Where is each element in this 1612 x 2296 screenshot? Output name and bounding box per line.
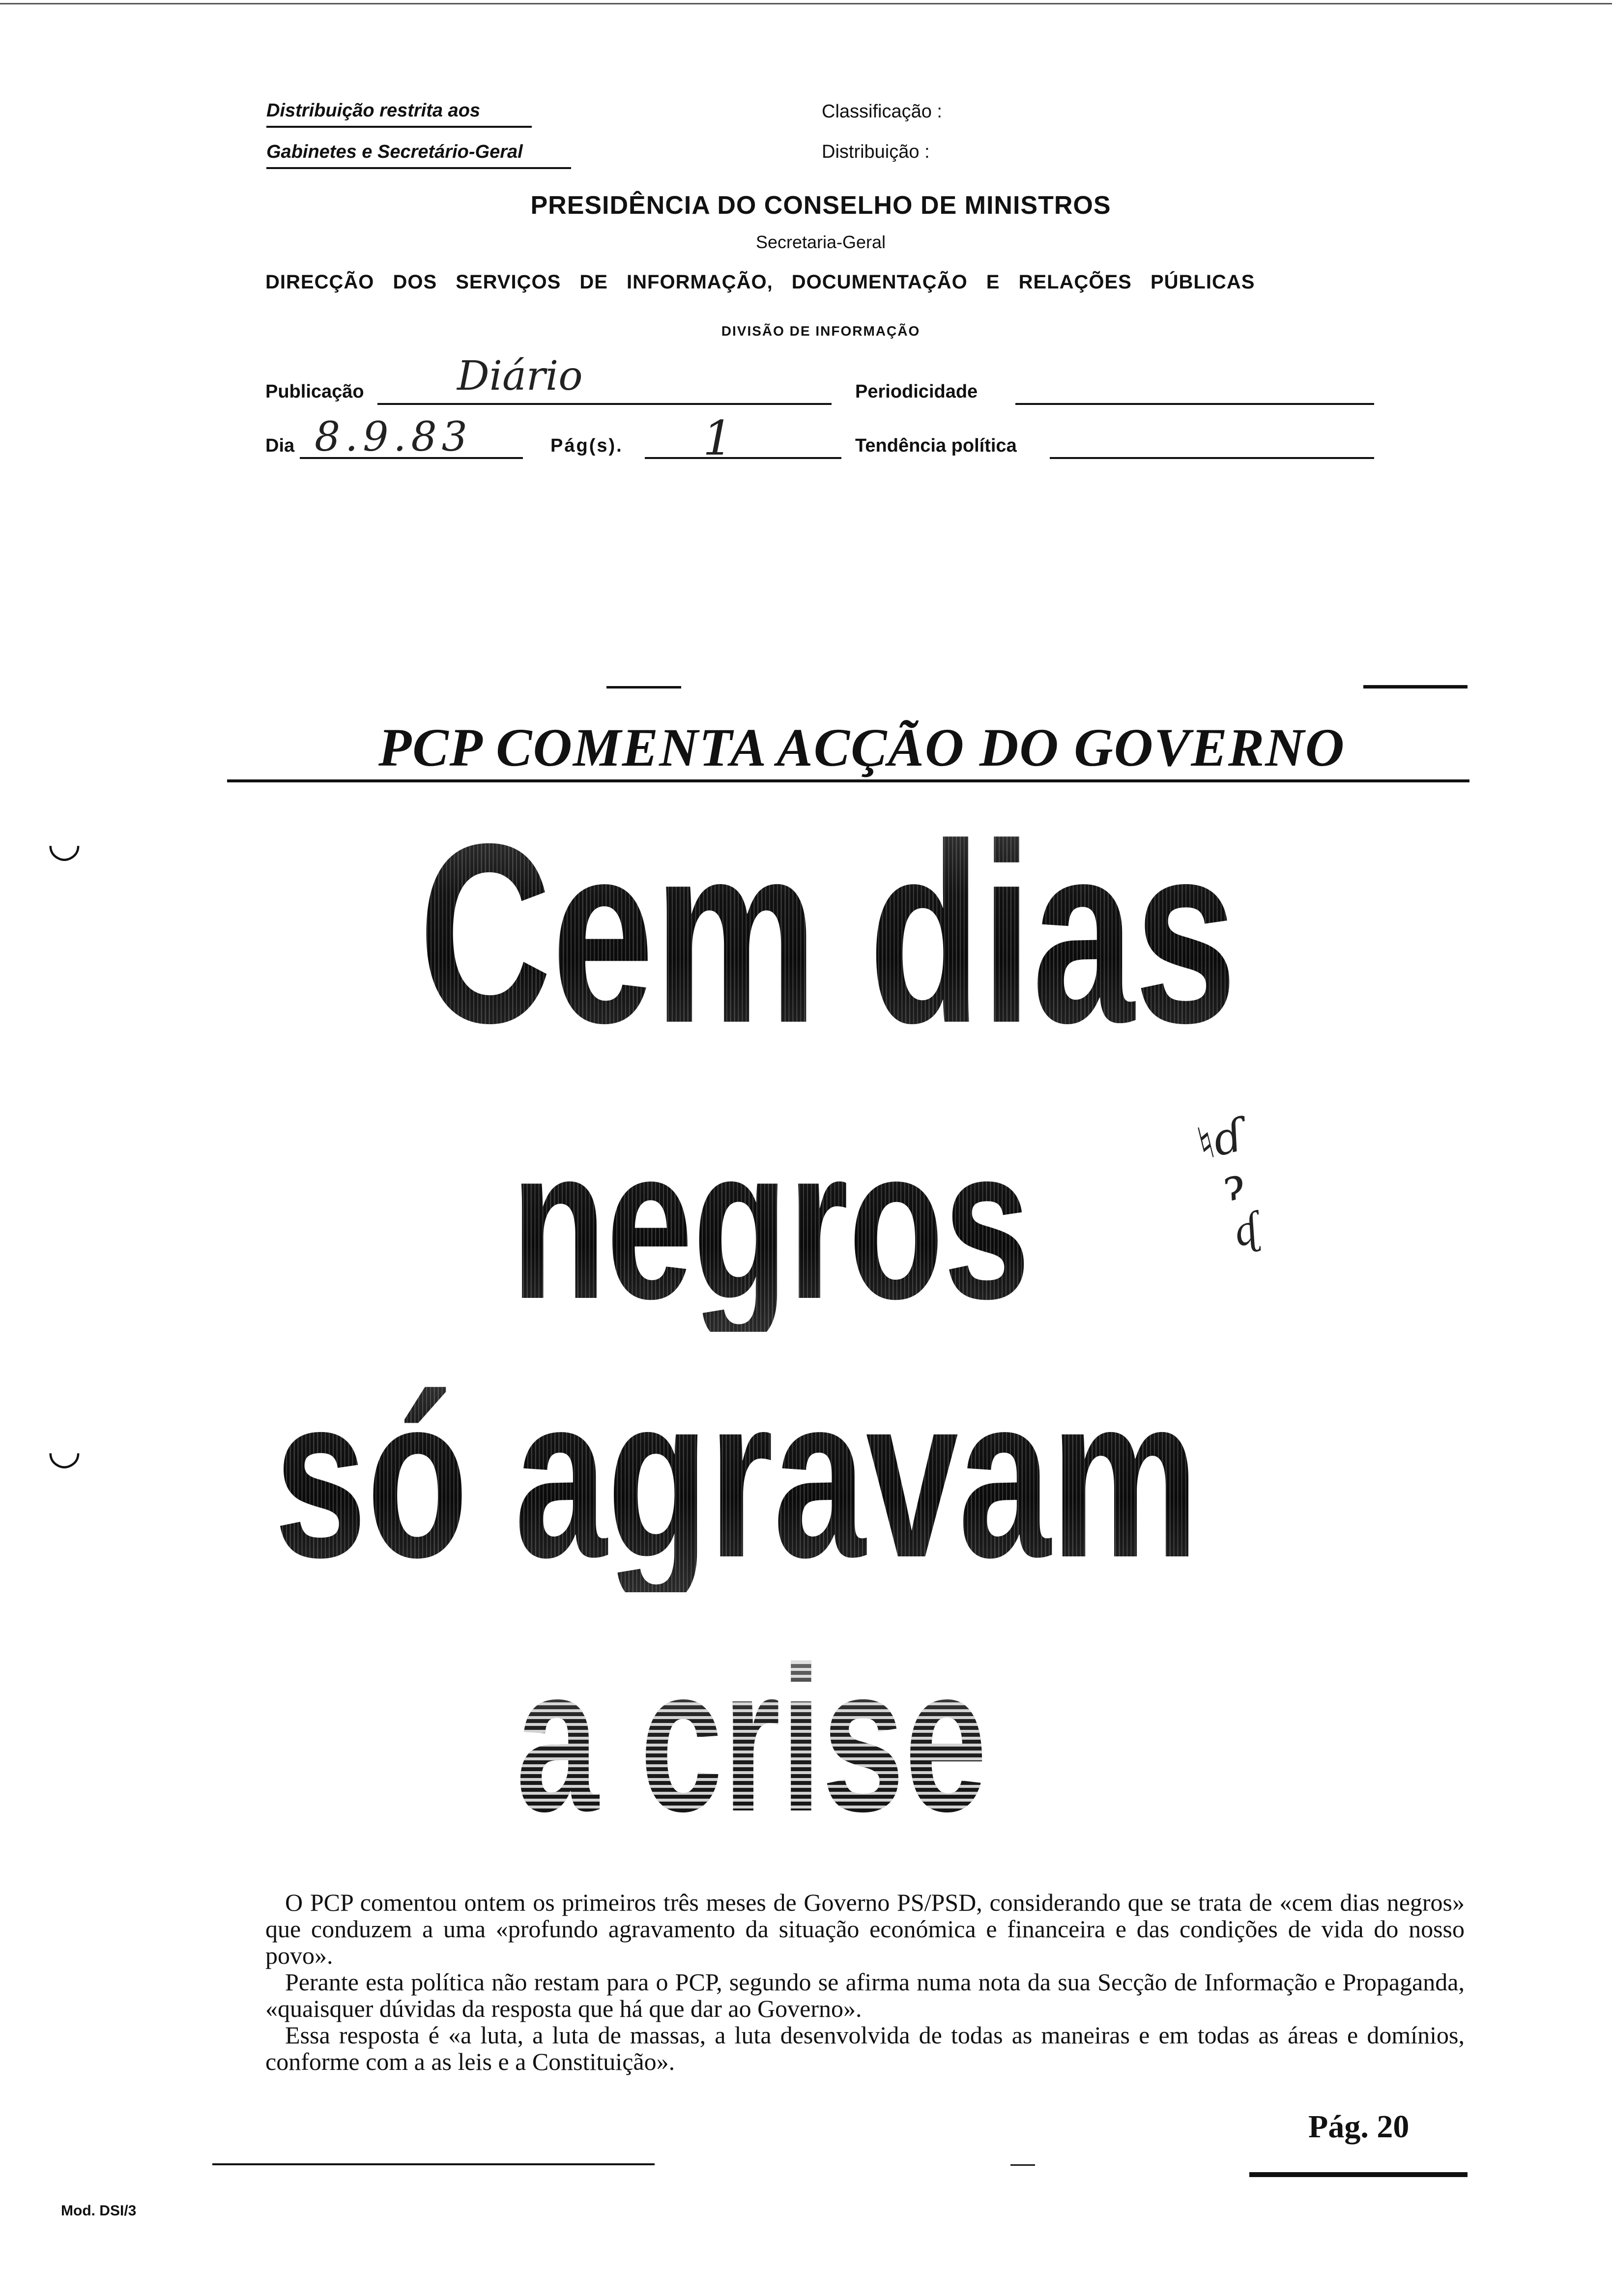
day-value: 8.9.83 — [315, 414, 472, 460]
periodicity-label: Periodicidade — [855, 381, 978, 402]
distribution-underline-2 — [266, 167, 571, 169]
article-body — [265, 1889, 1465, 2075]
page-label: Pág(s). — [550, 435, 623, 456]
presidency-title: PRESIDÊNCIA DO CONSELHO DE MINISTROS — [530, 191, 1111, 220]
secretariat-title: Secretaria-Geral — [755, 232, 886, 252]
article-paragraph-3: Essa resposta é «a luta, a luta de massas, a luta desenvolvida de todas as maneiras e em todas as áreas e domínios, conforme com a as leis e a Constituição». — [265, 2021, 1465, 2075]
margin-handwritten-annotation-icon: ♮ɗ ɂ ᶑ — [1192, 1109, 1263, 1261]
headline-line-2: negros — [511, 1103, 1031, 1344]
distribution-line-2: Gabinetes e Secretário-Geral — [266, 142, 523, 162]
punch-hole-mark-icon: ◡ — [47, 1427, 82, 1473]
publication-field-line — [377, 403, 832, 405]
tendency-label: Tendência política — [855, 435, 1017, 456]
distribution-label: Distribuição : — [822, 142, 930, 162]
article-paragraph-1: O PCP comentou ontem os primeiros três meses de Governo PS/PSD, considerando que se trata de «cem dias negros» que conduzem a uma «profundo agravamento da situação económica e financeira e das condições de vida do nosso povo». — [265, 1889, 1465, 1969]
day-label: Dia — [265, 435, 295, 456]
tendency-field-line — [1050, 457, 1374, 459]
division-title: DIVISÃO DE INFORMAÇÃO — [721, 323, 921, 339]
clipping-rule-left — [606, 686, 681, 689]
publication-label: Publicação — [265, 381, 364, 402]
publication-value: Diário — [457, 353, 583, 400]
article-paragraph-2: Perante esta política não restam para o PCP, segundo se afirma numa nota da sua Secção de Informação e Propaganda, «quaisquer dúvidas da resposta que há que dar ao Governo». — [265, 1968, 1465, 2022]
page-value: 1 — [703, 411, 733, 466]
distribution-underline-1 — [266, 126, 532, 128]
bottom-rule-mid — [1010, 2164, 1035, 2166]
scan-top-edge — [0, 3, 1612, 4]
bottom-rule-right — [1249, 2172, 1468, 2177]
distribution-line-1: Distribuição restrita aos — [266, 100, 481, 121]
kicker-underline — [227, 779, 1469, 782]
page-number: Pág. 20 — [1308, 2109, 1410, 2145]
classification-label: Classificação : — [822, 101, 942, 122]
page-field-line — [645, 457, 841, 459]
direction-title: DIRECÇÃO DOS SERVIÇOS DE INFORMAÇÃO, DOCUMENTAÇÃO E RELAÇÕES PÚBLICAS — [265, 271, 1255, 293]
headline-line-1: Cem dias — [419, 791, 1237, 1076]
punch-hole-mark-icon: ◡ — [47, 820, 82, 865]
form-model-code: Mod. DSI/3 — [61, 2203, 137, 2219]
periodicity-field-line — [1015, 403, 1374, 405]
headline-line-4: a crise — [516, 1624, 987, 1855]
headline-line-3: só agravam — [274, 1348, 1199, 1606]
bottom-rule-left — [212, 2163, 655, 2165]
article-kicker: PCP COMENTA ACÇÃO DO GOVERNO — [378, 718, 1346, 777]
clipping-rule-right — [1363, 685, 1468, 689]
